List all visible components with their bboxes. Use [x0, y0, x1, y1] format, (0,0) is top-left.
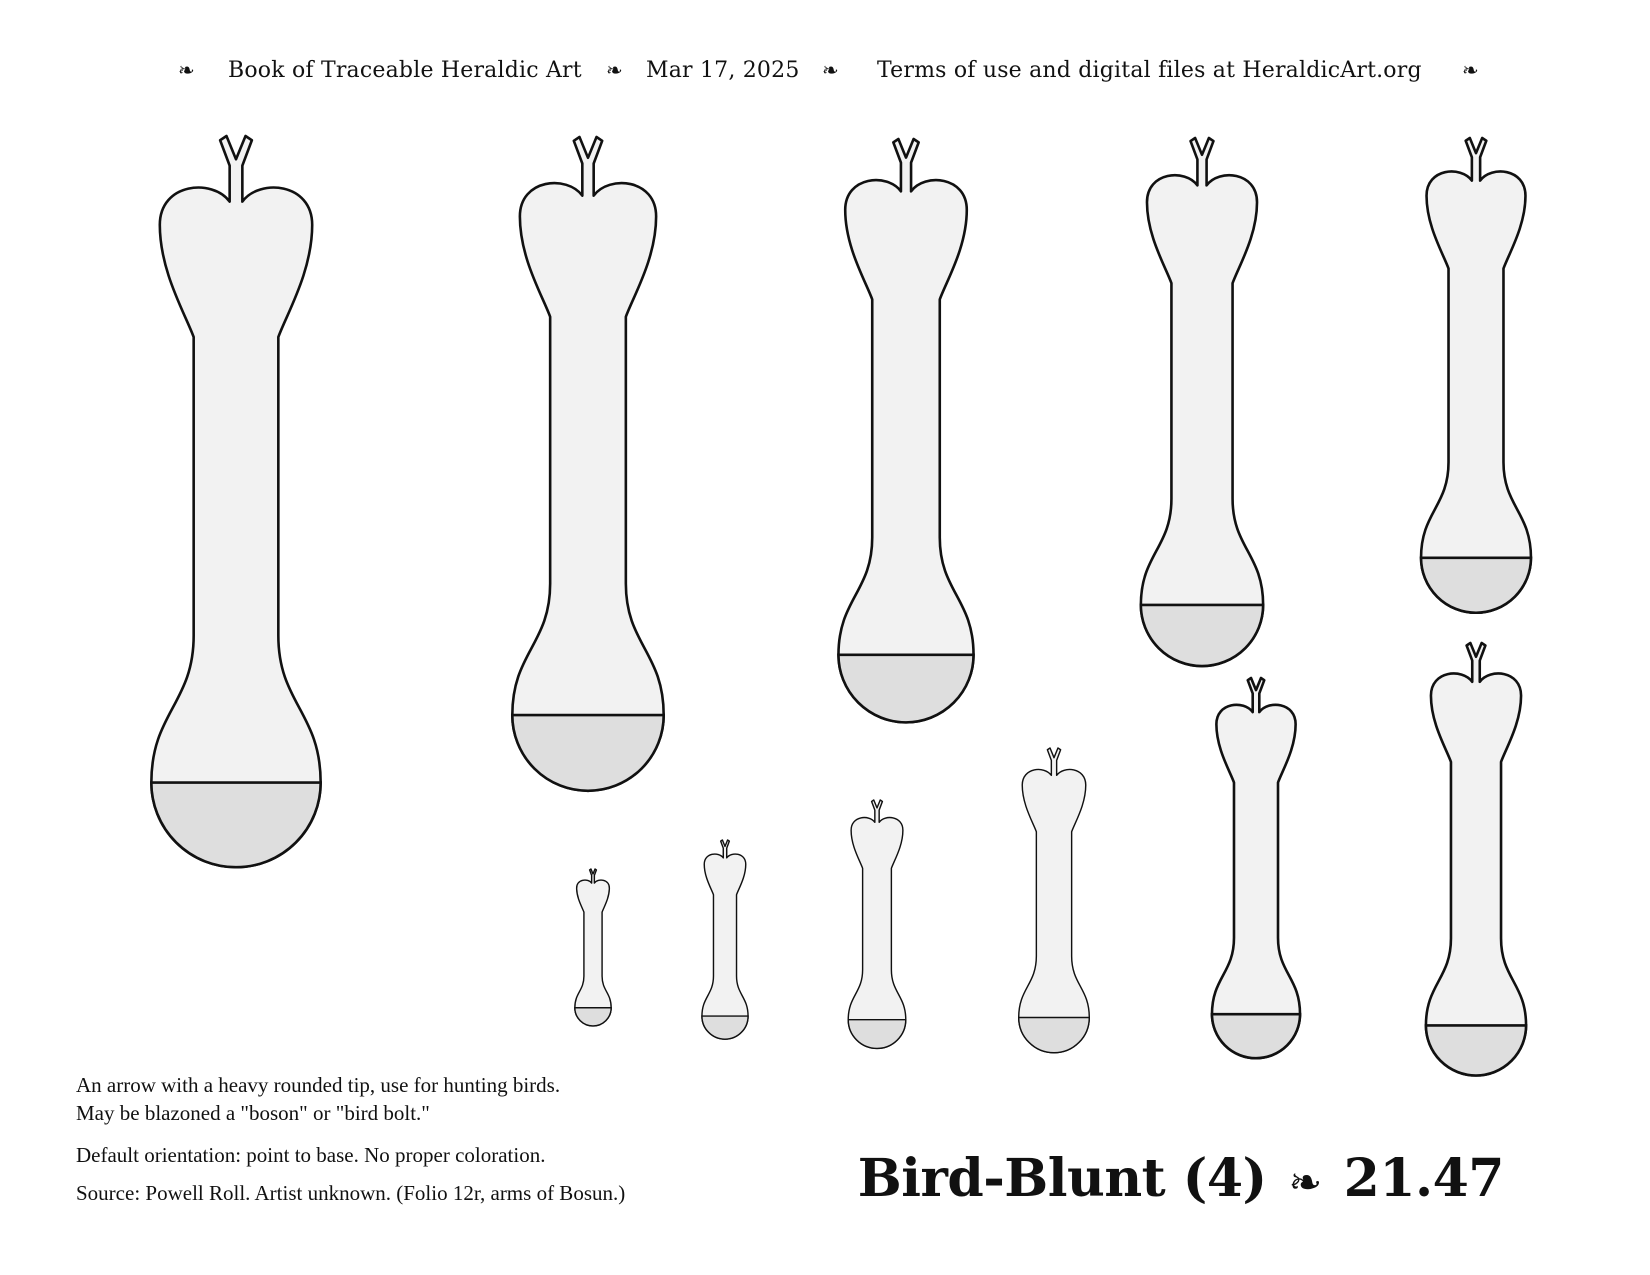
title-ornament: ❧: [1288, 1160, 1322, 1206]
description-line-1: An arrow with a heavy rounded tip, use for hunting birds.: [76, 1073, 561, 1097]
arrow-body: [838, 139, 973, 722]
arrow-body: [702, 840, 748, 1039]
bulb-lower-half: [151, 783, 320, 868]
arrow-body: [151, 136, 320, 867]
charge-name: Bird-Blunt (4): [857, 1148, 1267, 1209]
header-ornament: ❧: [606, 58, 623, 82]
bulb-lower-half: [1426, 1025, 1526, 1075]
bulb-lower-half: [512, 715, 663, 791]
bulb-lower-half: [1019, 1017, 1090, 1052]
bulb-lower-half: [575, 1008, 611, 1026]
arrow-body: [512, 137, 663, 791]
bulb-lower-half: [848, 1020, 906, 1049]
bird-blunt-figure: [1019, 748, 1090, 1053]
bird-blunt-figure: [575, 869, 611, 1026]
bird-blunt-figure: [1421, 138, 1531, 613]
plate-number: 21.47: [1343, 1148, 1504, 1209]
bulb-lower-half: [838, 655, 973, 723]
arrow-body: [1421, 138, 1531, 613]
plate-title: [858, 1148, 1504, 1209]
header-ornament: ❧: [822, 58, 839, 82]
bulb-lower-half: [1141, 605, 1263, 666]
bird-blunt-figure: [838, 139, 973, 722]
orientation-note: Default orientation: point to base. No proper coloration.: [76, 1143, 546, 1167]
header-date: Mar 17, 2025: [646, 58, 800, 83]
header-book-title: Book of Traceable Heraldic Art: [228, 58, 582, 83]
header-ornament: ❧: [178, 58, 195, 82]
bird-blunt-figure: [848, 800, 906, 1048]
bird-blunt-figure: [1212, 678, 1300, 1058]
bird-blunt-figure: [702, 840, 748, 1039]
header-ornament: ❧: [1462, 58, 1479, 82]
bulb-lower-half: [702, 1016, 748, 1039]
bird-blunt-figure: [1141, 138, 1263, 666]
description-line-2: May be blazoned a "boson" or "bird bolt.": [76, 1101, 430, 1125]
source-note: Source: Powell Roll. Artist unknown. (Folio 12r, arms of Bosun.): [76, 1181, 626, 1205]
arrow-body: [1212, 678, 1300, 1058]
bulb-lower-half: [1212, 1014, 1300, 1058]
arrow-body: [1426, 643, 1526, 1076]
arrow-body: [575, 869, 611, 1026]
bird-blunt-figure: [512, 137, 663, 791]
bird-blunt-figure: [151, 136, 320, 867]
arrow-body: [848, 800, 906, 1048]
bird-blunt-figure: [1426, 643, 1526, 1076]
arrow-body: [1141, 138, 1263, 666]
arrow-body: [1019, 748, 1090, 1053]
header-terms: Terms of use and digital files at HeraldicArt.org: [877, 58, 1422, 83]
bulb-lower-half: [1421, 558, 1531, 613]
